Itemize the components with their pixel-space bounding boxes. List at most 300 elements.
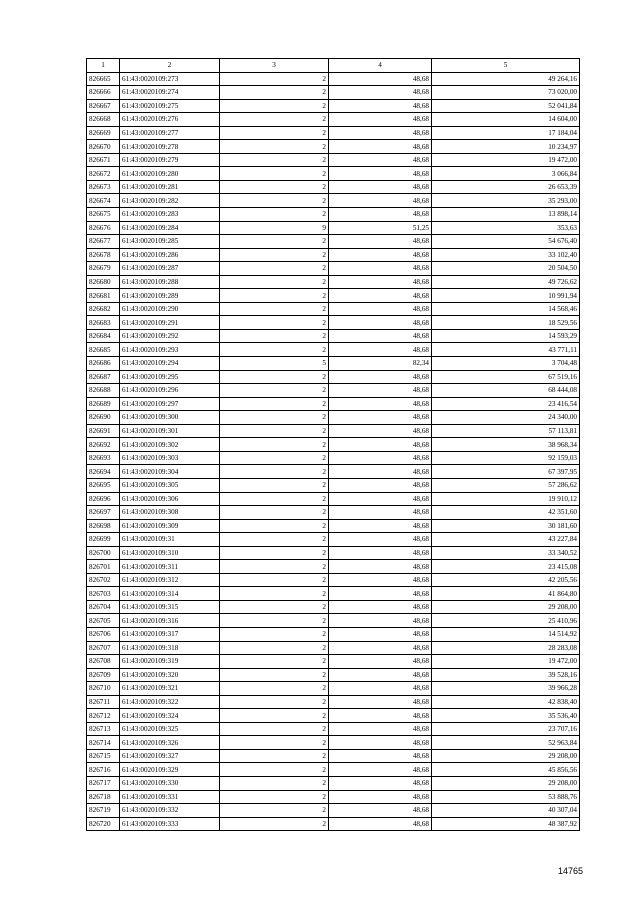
table-row: [87, 262, 580, 276]
rate-cell: 48,68: [329, 275, 432, 289]
table-row: [87, 194, 580, 208]
rate-cell: 48,68: [329, 167, 432, 181]
amount-cell: 54 676,40: [432, 235, 580, 249]
data-table: [86, 58, 580, 831]
code-cell: 2: [220, 506, 329, 520]
rate-cell: 48,68: [329, 776, 432, 790]
table-row: [87, 180, 580, 194]
row-id-cell: 826715: [87, 749, 120, 763]
row-id-cell: 826698: [87, 519, 120, 533]
cadastral-number-cell: 61:43:0020109:276: [120, 113, 220, 127]
amount-cell: 52 041,84: [432, 99, 580, 113]
table-row: [87, 817, 580, 831]
rate-cell: 48,68: [329, 302, 432, 316]
code-cell: 2: [220, 641, 329, 655]
row-id-cell: 826685: [87, 343, 120, 357]
cadastral-number-cell: 61:43:0020109:283: [120, 208, 220, 222]
amount-cell: 29 208,00: [432, 600, 580, 614]
rate-cell: 82,34: [329, 357, 432, 371]
code-cell: 2: [220, 194, 329, 208]
amount-cell: 14 604,00: [432, 113, 580, 127]
amount-cell: 45 856,56: [432, 763, 580, 777]
row-id-cell: 826707: [87, 641, 120, 655]
table-row: [87, 438, 580, 452]
amount-cell: 92 159,03: [432, 451, 580, 465]
code-cell: 2: [220, 682, 329, 696]
row-id-cell: 826677: [87, 235, 120, 249]
amount-cell: 67 519,16: [432, 370, 580, 384]
amount-cell: 28 283,08: [432, 641, 580, 655]
table-row: [87, 790, 580, 804]
row-id-cell: 826682: [87, 302, 120, 316]
cadastral-number-cell: 61:43:0020109:281: [120, 180, 220, 194]
rate-cell: 48,68: [329, 465, 432, 479]
row-id-cell: 826705: [87, 614, 120, 628]
cadastral-number-cell: 61:43:0020109:321: [120, 682, 220, 696]
code-cell: 2: [220, 587, 329, 601]
amount-cell: 33 340,52: [432, 546, 580, 560]
cadastral-number-cell: 61:43:0020109:326: [120, 736, 220, 750]
table-row: [87, 627, 580, 641]
cadastral-number-cell: 61:43:0020109:303: [120, 451, 220, 465]
cadastral-number-cell: 61:43:0020109:289: [120, 289, 220, 303]
row-id-cell: 826690: [87, 411, 120, 425]
rate-cell: 48,68: [329, 86, 432, 100]
row-id-cell: 826676: [87, 221, 120, 235]
code-cell: 2: [220, 235, 329, 249]
code-cell: 2: [220, 709, 329, 723]
code-cell: 2: [220, 695, 329, 709]
row-id-cell: 826681: [87, 289, 120, 303]
cadastral-number-cell: 61:43:0020109:300: [120, 411, 220, 425]
rate-cell: 48,68: [329, 316, 432, 330]
amount-cell: 67 397,95: [432, 465, 580, 479]
amount-cell: 57 113,81: [432, 424, 580, 438]
code-cell: 2: [220, 72, 329, 86]
rate-cell: 48,68: [329, 668, 432, 682]
code-cell: 2: [220, 546, 329, 560]
amount-cell: 42 838,40: [432, 695, 580, 709]
amount-cell: 52 963,84: [432, 736, 580, 750]
cadastral-number-cell: 61:43:0020109:290: [120, 302, 220, 316]
amount-cell: 23 416,54: [432, 397, 580, 411]
amount-cell: 39 528,16: [432, 668, 580, 682]
amount-cell: 19 910,12: [432, 492, 580, 506]
cadastral-number-cell: 61:43:0020109:296: [120, 384, 220, 398]
cadastral-number-cell: 61:43:0020109:317: [120, 627, 220, 641]
table-row: [87, 424, 580, 438]
amount-cell: 10 234,97: [432, 140, 580, 154]
cadastral-number-cell: 61:43:0020109:294: [120, 357, 220, 371]
amount-cell: 20 504,50: [432, 262, 580, 276]
code-cell: 2: [220, 560, 329, 574]
table-row: [87, 519, 580, 533]
cadastral-number-cell: 61:43:0020109:319: [120, 655, 220, 669]
table-row: [87, 655, 580, 669]
rate-cell: 51,25: [329, 221, 432, 235]
row-id-cell: 826696: [87, 492, 120, 506]
rate-cell: 48,68: [329, 492, 432, 506]
amount-cell: 25 410,96: [432, 614, 580, 628]
amount-cell: 35 536,40: [432, 709, 580, 723]
cadastral-number-cell: 61:43:0020109:278: [120, 140, 220, 154]
cadastral-number-cell: 61:43:0020109:285: [120, 235, 220, 249]
amount-cell: 49 264,16: [432, 72, 580, 86]
code-cell: 2: [220, 262, 329, 276]
rate-cell: 48,68: [329, 384, 432, 398]
amount-cell: 73 020,00: [432, 86, 580, 100]
row-id-cell: 826714: [87, 736, 120, 750]
amount-cell: 38 968,34: [432, 438, 580, 452]
cadastral-number-cell: 61:43:0020109:302: [120, 438, 220, 452]
column-header: 1: [87, 59, 120, 73]
table-row: [87, 600, 580, 614]
table-row: [87, 167, 580, 181]
code-cell: 2: [220, 736, 329, 750]
cadastral-number-cell: 61:43:0020109:332: [120, 804, 220, 818]
table-row: [87, 275, 580, 289]
table-row: [87, 465, 580, 479]
row-id-cell: 826702: [87, 573, 120, 587]
amount-cell: 17 184,04: [432, 126, 580, 140]
cadastral-number-cell: 61:43:0020109:324: [120, 709, 220, 723]
amount-cell: 53 888,76: [432, 790, 580, 804]
table-row: [87, 99, 580, 113]
amount-cell: 14 514,92: [432, 627, 580, 641]
rate-cell: 48,68: [329, 248, 432, 262]
code-cell: 2: [220, 424, 329, 438]
code-cell: 2: [220, 316, 329, 330]
column-header: 3: [220, 59, 329, 73]
code-cell: 2: [220, 749, 329, 763]
amount-cell: 57 286,62: [432, 478, 580, 492]
row-id-cell: 826679: [87, 262, 120, 276]
rate-cell: 48,68: [329, 790, 432, 804]
amount-cell: 14 568,46: [432, 302, 580, 316]
cadastral-number-cell: 61:43:0020109:308: [120, 506, 220, 520]
row-id-cell: 826704: [87, 600, 120, 614]
amount-cell: 3 704,48: [432, 357, 580, 371]
rate-cell: 48,68: [329, 424, 432, 438]
code-cell: 2: [220, 113, 329, 127]
rate-cell: 48,68: [329, 506, 432, 520]
table-header: [87, 59, 580, 73]
rate-cell: 48,68: [329, 641, 432, 655]
rate-cell: 48,68: [329, 329, 432, 343]
code-cell: 2: [220, 140, 329, 154]
rate-cell: 48,68: [329, 695, 432, 709]
table-row: [87, 384, 580, 398]
row-id-cell: 826678: [87, 248, 120, 262]
code-cell: 2: [220, 722, 329, 736]
code-cell: 2: [220, 790, 329, 804]
table-row: [87, 451, 580, 465]
table-row: [87, 695, 580, 709]
cadastral-number-cell: 61:43:0020109:275: [120, 99, 220, 113]
code-cell: 2: [220, 397, 329, 411]
table-row: [87, 736, 580, 750]
rate-cell: 48,68: [329, 99, 432, 113]
code-cell: 2: [220, 99, 329, 113]
code-cell: 2: [220, 180, 329, 194]
table-row: [87, 492, 580, 506]
amount-cell: 14 593,29: [432, 329, 580, 343]
table-row: [87, 289, 580, 303]
code-cell: 2: [220, 208, 329, 222]
amount-cell: 40 307,04: [432, 804, 580, 818]
cadastral-number-cell: 61:43:0020109:330: [120, 776, 220, 790]
rate-cell: 48,68: [329, 749, 432, 763]
rate-cell: 48,68: [329, 546, 432, 560]
code-cell: 2: [220, 289, 329, 303]
amount-cell: 35 293,00: [432, 194, 580, 208]
row-id-cell: 826680: [87, 275, 120, 289]
cadastral-number-cell: 61:43:0020109:315: [120, 600, 220, 614]
table-row: [87, 763, 580, 777]
code-cell: 2: [220, 275, 329, 289]
column-header: 5: [432, 59, 580, 73]
table-row: [87, 86, 580, 100]
row-id-cell: 826672: [87, 167, 120, 181]
amount-cell: 23 415,08: [432, 560, 580, 574]
rate-cell: 48,68: [329, 533, 432, 547]
cadastral-number-cell: 61:43:0020109:292: [120, 329, 220, 343]
amount-cell: 43 227,84: [432, 533, 580, 547]
amount-cell: 49 726,62: [432, 275, 580, 289]
amount-cell: 68 444,08: [432, 384, 580, 398]
cadastral-number-cell: 61:43:0020109:311: [120, 560, 220, 574]
code-cell: 2: [220, 519, 329, 533]
table-row: [87, 357, 580, 371]
table-row: [87, 221, 580, 235]
cadastral-number-cell: 61:43:0020109:284: [120, 221, 220, 235]
row-id-cell: 826708: [87, 655, 120, 669]
cadastral-number-cell: 61:43:0020109:306: [120, 492, 220, 506]
rate-cell: 48,68: [329, 722, 432, 736]
cadastral-number-cell: 61:43:0020109:309: [120, 519, 220, 533]
code-cell: 2: [220, 533, 329, 547]
table-row: [87, 302, 580, 316]
cadastral-number-cell: 61:43:0020109:286: [120, 248, 220, 262]
table-row: [87, 316, 580, 330]
rate-cell: 48,68: [329, 235, 432, 249]
cadastral-number-cell: 61:43:0020109:280: [120, 167, 220, 181]
row-id-cell: 826699: [87, 533, 120, 547]
amount-cell: 24 340,00: [432, 411, 580, 425]
cadastral-number-cell: 61:43:0020109:301: [120, 424, 220, 438]
cadastral-number-cell: 61:43:0020109:310: [120, 546, 220, 560]
row-id-cell: 826688: [87, 384, 120, 398]
table-row: [87, 804, 580, 818]
code-cell: 2: [220, 167, 329, 181]
row-id-cell: 826673: [87, 180, 120, 194]
amount-cell: 29 208,00: [432, 749, 580, 763]
cadastral-number-cell: 61:43:0020109:304: [120, 465, 220, 479]
rate-cell: 48,68: [329, 451, 432, 465]
cadastral-number-cell: 61:43:0020109:279: [120, 153, 220, 167]
row-id-cell: 826684: [87, 329, 120, 343]
rate-cell: 48,68: [329, 817, 432, 831]
cadastral-number-cell: 61:43:0020109:314: [120, 587, 220, 601]
table-row: [87, 682, 580, 696]
rate-cell: 48,68: [329, 397, 432, 411]
table-row: [87, 397, 580, 411]
rate-cell: 48,68: [329, 194, 432, 208]
code-cell: 2: [220, 573, 329, 587]
row-id-cell: 826666: [87, 86, 120, 100]
cadastral-number-cell: 61:43:0020109:318: [120, 641, 220, 655]
cadastral-number-cell: 61:43:0020109:287: [120, 262, 220, 276]
cadastral-number-cell: 61:43:0020109:291: [120, 316, 220, 330]
rate-cell: 48,68: [329, 736, 432, 750]
code-cell: 2: [220, 329, 329, 343]
rate-cell: 48,68: [329, 262, 432, 276]
row-id-cell: 826703: [87, 587, 120, 601]
table-row: [87, 749, 580, 763]
row-id-cell: 826717: [87, 776, 120, 790]
code-cell: 5: [220, 357, 329, 371]
cadastral-number-cell: 61:43:0020109:322: [120, 695, 220, 709]
rate-cell: 48,68: [329, 655, 432, 669]
table-row: [87, 776, 580, 790]
rate-cell: 48,68: [329, 614, 432, 628]
table-row: [87, 668, 580, 682]
row-id-cell: 826709: [87, 668, 120, 682]
row-id-cell: 826718: [87, 790, 120, 804]
cadastral-number-cell: 61:43:0020109:305: [120, 478, 220, 492]
amount-cell: 18 529,56: [432, 316, 580, 330]
table-body: [87, 72, 580, 831]
cadastral-number-cell: 61:43:0020109:274: [120, 86, 220, 100]
row-id-cell: 826713: [87, 722, 120, 736]
cadastral-number-cell: 61:43:0020109:316: [120, 614, 220, 628]
amount-cell: 19 472,00: [432, 655, 580, 669]
rate-cell: 48,68: [329, 627, 432, 641]
table-row: [87, 533, 580, 547]
row-id-cell: 826720: [87, 817, 120, 831]
code-cell: 2: [220, 451, 329, 465]
table-row: [87, 329, 580, 343]
row-id-cell: 826701: [87, 560, 120, 574]
cadastral-number-cell: 61:43:0020109:325: [120, 722, 220, 736]
amount-cell: 30 181,60: [432, 519, 580, 533]
column-header: 2: [120, 59, 220, 73]
table-row: [87, 153, 580, 167]
table-row: [87, 709, 580, 723]
rate-cell: 48,68: [329, 600, 432, 614]
amount-cell: 26 653,39: [432, 180, 580, 194]
code-cell: 2: [220, 438, 329, 452]
row-id-cell: 826692: [87, 438, 120, 452]
table-row: [87, 140, 580, 154]
rate-cell: 48,68: [329, 560, 432, 574]
rate-cell: 48,68: [329, 804, 432, 818]
code-cell: 9: [220, 221, 329, 235]
rate-cell: 48,68: [329, 411, 432, 425]
row-id-cell: 826668: [87, 113, 120, 127]
column-header: 4: [329, 59, 432, 73]
amount-cell: 29 208,00: [432, 776, 580, 790]
table-row: [87, 614, 580, 628]
table-row: [87, 411, 580, 425]
cadastral-number-cell: 61:43:0020109:288: [120, 275, 220, 289]
table-row: [87, 235, 580, 249]
rate-cell: 48,68: [329, 587, 432, 601]
amount-cell: 13 898,14: [432, 208, 580, 222]
code-cell: 2: [220, 384, 329, 398]
row-id-cell: 826706: [87, 627, 120, 641]
table-row: [87, 722, 580, 736]
row-id-cell: 826716: [87, 763, 120, 777]
rate-cell: 48,68: [329, 519, 432, 533]
row-id-cell: 826675: [87, 208, 120, 222]
rate-cell: 48,68: [329, 478, 432, 492]
code-cell: 2: [220, 776, 329, 790]
row-id-cell: 826700: [87, 546, 120, 560]
row-id-cell: 826694: [87, 465, 120, 479]
code-cell: 2: [220, 465, 329, 479]
code-cell: 2: [220, 478, 329, 492]
row-id-cell: 826711: [87, 695, 120, 709]
code-cell: 2: [220, 248, 329, 262]
amount-cell: 33 102,40: [432, 248, 580, 262]
code-cell: 2: [220, 600, 329, 614]
amount-cell: 3 066,84: [432, 167, 580, 181]
rate-cell: 48,68: [329, 709, 432, 723]
table-row: [87, 343, 580, 357]
code-cell: 2: [220, 614, 329, 628]
rate-cell: 48,68: [329, 140, 432, 154]
row-id-cell: 826693: [87, 451, 120, 465]
row-id-cell: 826665: [87, 72, 120, 86]
row-id-cell: 826719: [87, 804, 120, 818]
table-row: [87, 126, 580, 140]
amount-cell: 42 205,56: [432, 573, 580, 587]
rate-cell: 48,68: [329, 153, 432, 167]
code-cell: 2: [220, 153, 329, 167]
amount-cell: 43 771,11: [432, 343, 580, 357]
row-id-cell: 826687: [87, 370, 120, 384]
amount-cell: 48 387,92: [432, 817, 580, 831]
row-id-cell: 826674: [87, 194, 120, 208]
rate-cell: 48,68: [329, 370, 432, 384]
amount-cell: 42 351,60: [432, 506, 580, 520]
code-cell: 2: [220, 668, 329, 682]
rate-cell: 48,68: [329, 438, 432, 452]
code-cell: 2: [220, 627, 329, 641]
row-id-cell: 826670: [87, 140, 120, 154]
cadastral-number-cell: 61:43:0020109:31: [120, 533, 220, 547]
rate-cell: 48,68: [329, 763, 432, 777]
cadastral-number-cell: 61:43:0020109:297: [120, 397, 220, 411]
row-id-cell: 826686: [87, 357, 120, 371]
table-row: [87, 560, 580, 574]
table-row: [87, 478, 580, 492]
cadastral-number-cell: 61:43:0020109:282: [120, 194, 220, 208]
table-row: [87, 641, 580, 655]
cadastral-number-cell: 61:43:0020109:331: [120, 790, 220, 804]
code-cell: 2: [220, 302, 329, 316]
amount-cell: 41 864,80: [432, 587, 580, 601]
rate-cell: 48,68: [329, 343, 432, 357]
cadastral-number-cell: 61:43:0020109:277: [120, 126, 220, 140]
code-cell: 2: [220, 763, 329, 777]
rate-cell: 48,68: [329, 208, 432, 222]
amount-cell: 10 991,94: [432, 289, 580, 303]
row-id-cell: 826712: [87, 709, 120, 723]
code-cell: 2: [220, 804, 329, 818]
header-row: [87, 59, 580, 73]
